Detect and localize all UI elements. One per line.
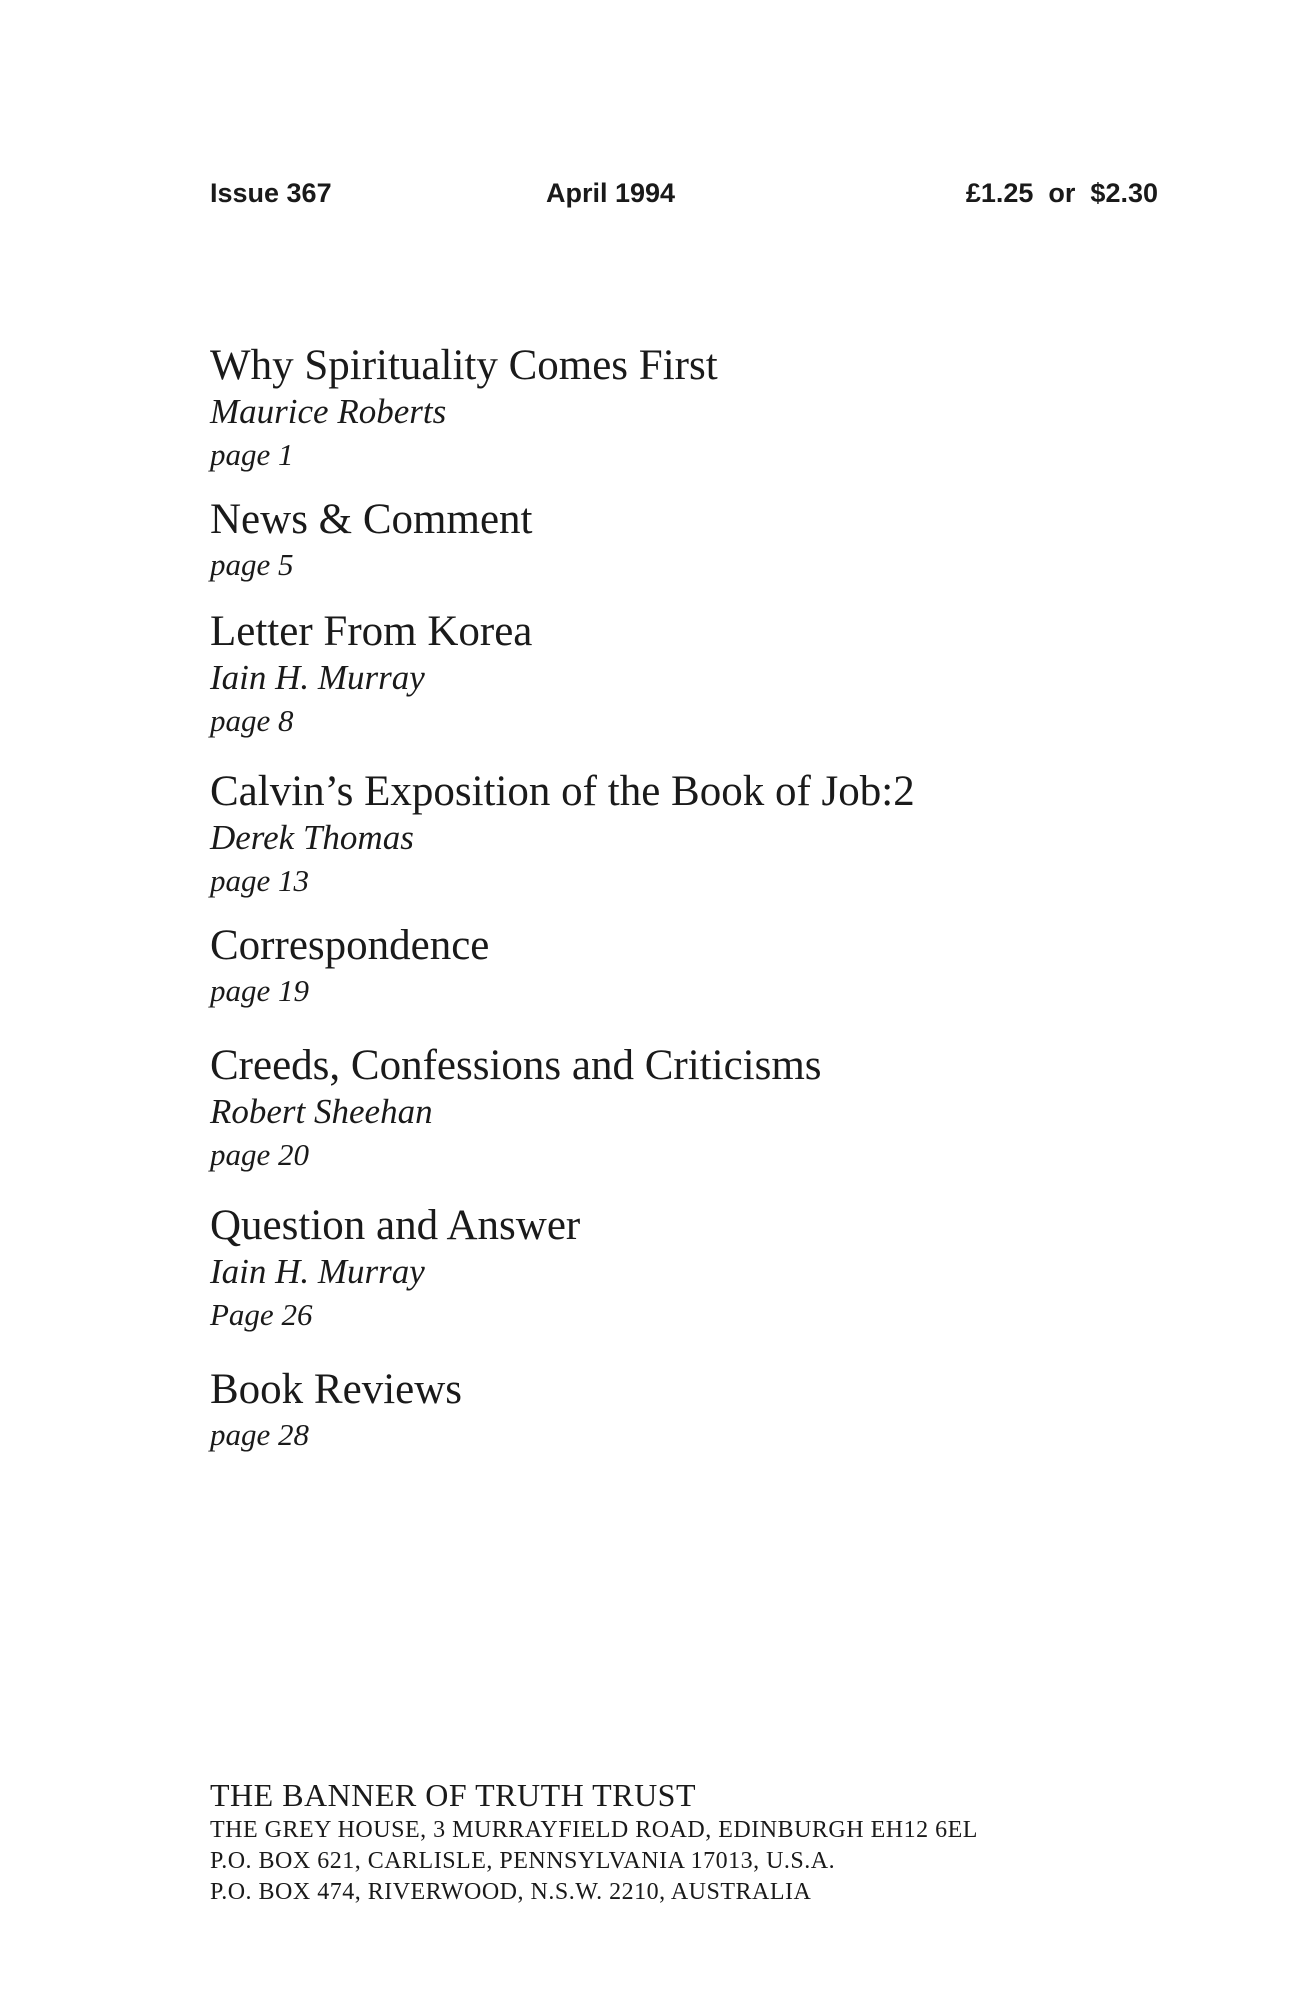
publisher-address-australia: P.O. BOX 474, RIVERWOOD, N.S.W. 2210, AUSTRALIA [210,1879,812,1905]
issue-price: £1.25 or $2.30 [965,178,1158,208]
toc-entry [210,1202,580,1336]
article-author: Maurice Roberts [210,392,447,431]
article-title: Correspondence [210,922,490,969]
toc-entry [210,496,532,586]
toc-entry [210,1366,462,1456]
toc-entry [210,1042,822,1176]
publisher-address-uk: THE GREY HOUSE, 3 MURRAYFIELD ROAD, EDINBURGH EH12 6EL [210,1817,978,1843]
article-page: page 19 [210,973,310,1008]
issue-date: April 1994 [546,178,676,208]
publisher-info [210,1775,978,1908]
article-page: page 13 [210,863,310,898]
article-title: Book Reviews [210,1366,463,1413]
issue-number: Issue 367 [210,178,332,208]
publisher-address-usa: P.O. BOX 621, CARLISLE, PENNSYLVANIA 17013, U.S.A. [210,1848,836,1874]
article-title: Why Spirituality Comes First [210,342,718,389]
article-page: page 20 [210,1137,310,1172]
issue-header [210,178,1158,214]
toc-entry [210,342,718,476]
article-author: Derek Thomas [210,818,414,857]
article-page: page 28 [210,1417,310,1452]
article-page: Page 26 [210,1297,313,1332]
toc-entry [210,922,489,1012]
article-title: Calvin’s Exposition of the Book of Job:2 [210,768,915,815]
toc-entry [210,768,915,902]
article-page: page 5 [210,547,294,582]
article-page: page 1 [210,437,294,472]
article-author: Iain H. Murray [210,658,425,697]
article-title: Creeds, Confessions and Criticisms [210,1042,822,1089]
article-author: Robert Sheehan [210,1092,433,1131]
publisher-name: THE BANNER OF TRUTH TRUST [210,1777,697,1813]
article-title: Letter From Korea [210,608,533,655]
toc-entry [210,608,532,742]
article-title: News & Comment [210,496,533,543]
article-author: Iain H. Murray [210,1252,425,1291]
article-title: Question and Answer [210,1202,581,1249]
article-page: page 8 [210,703,294,738]
